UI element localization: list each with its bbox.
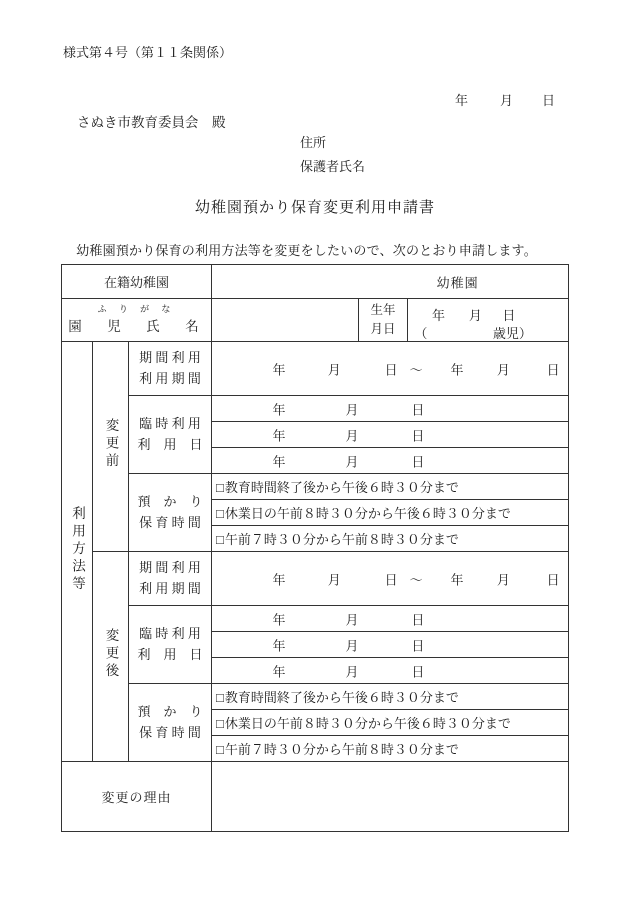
after-temp-date-row[interactable] [212,658,569,684]
checkbox-icon[interactable]: □ [216,532,224,547]
child-name-input-area[interactable] [212,299,359,342]
form-number: 様式第４号（第１１条関係） [63,45,233,60]
before-care-option-row [212,500,569,526]
form-table [61,264,569,832]
day-label: 日 [411,638,425,653]
day-label: 日 [384,572,398,587]
care-option-label: 午前７時３０分から午前８時３０分まで [224,532,459,547]
page-title: 幼稚園預かり保育変更利用申請書 [194,200,435,216]
recipient-line: さぬき市教育委員会 殿 [77,115,226,130]
day-label: 日 [411,402,425,417]
month-label: 月 [345,428,359,443]
address-label: 住所 [300,135,327,150]
day-label: 日 [384,362,398,377]
temp-use-label-line1: 臨 時 利 用 [139,626,201,642]
before-change-label: 変更前 [103,418,119,471]
period-use-label-line1: 期 間 利 用 [139,350,201,366]
care-option-label: 休業日の午前８時３０分から午後６時３０分まで [224,506,511,521]
application-date-line [455,90,555,109]
after-care-option-row [212,710,569,736]
before-care-option-row [212,474,569,500]
enrolled-kindergarten-label: 在籍幼稚園 [104,275,170,290]
checkbox-icon[interactable]: □ [216,742,224,757]
kindergarten-name-input-area[interactable] [212,265,569,299]
year-label: 年 [272,402,286,417]
guardian-name-label: 保護者氏名 [300,159,366,174]
tilde-label: ～ [409,572,423,587]
day-label: 日 [411,428,425,443]
day-label: 日 [411,454,425,469]
open-paren-label: （ [414,326,428,341]
month-label: 月 [345,638,359,653]
care-option-label: 教育時間終了後から午後６時３０分まで [224,690,459,705]
care-time-label-line1: 預 か り [137,494,203,510]
kindergarten-suffix-label: 幼稚園 [436,275,479,290]
change-reason-header [62,762,212,832]
care-option-label: 教育時間終了後から午後６時３０分まで [224,480,459,495]
change-reason-input-area[interactable] [212,762,569,832]
month-label: 月 [345,612,359,627]
care-time-label-line2: 保 育 時 間 [139,514,201,530]
care-time-header [129,474,212,552]
usage-method-label: 利用方法等 [70,505,85,594]
care-option-label: 休業日の午前８時３０分から午後６時３０分まで [224,716,511,731]
checkbox-icon[interactable]: □ [216,690,224,705]
after-temp-date-row[interactable] [212,632,569,658]
day-label: 日 [546,572,560,587]
before-temp-date-row[interactable] [212,448,569,474]
year-label: 年 [272,454,286,469]
care-time-header [129,684,212,762]
temp-use-label-line2: 利 用 日 [137,646,203,662]
year-label: 年 [450,362,464,377]
period-use-header [129,552,212,606]
checkbox-icon[interactable]: □ [216,480,224,495]
before-temp-date-row[interactable] [212,396,569,422]
day-label: 日 [546,362,560,377]
enrolled-kindergarten-header [62,265,212,299]
year-label: 年 [432,308,446,323]
day-label: 日 [411,664,425,679]
period-use-header [129,342,212,396]
day-label: 日 [542,93,556,108]
temp-use-label-line1: 臨 時 利 用 [139,416,201,432]
after-period-date-range[interactable] [212,552,569,606]
after-care-option-row [212,684,569,710]
temp-use-header [129,396,212,474]
month-label: 月 [496,362,510,377]
furigana-label: ふ り が な [97,303,176,314]
tilde-label: ～ [409,362,423,377]
month-label: 月 [327,572,341,587]
care-time-label-line2: 保 育 時 間 [139,724,201,740]
care-time-label-line1: 預 か り [137,704,203,720]
month-label: 月 [327,362,341,377]
year-label: 年 [272,572,286,587]
change-reason-label: 変更の理由 [101,790,172,805]
temp-use-header [129,606,212,684]
birthdate-header [359,299,408,342]
child-name-label: 園 児 氏 名 [68,318,205,334]
before-change-header [93,342,129,552]
age-label: 歳児） [492,326,532,341]
period-use-label-line1: 期 間 利 用 [139,560,201,576]
month-label: 月 [496,572,510,587]
before-temp-date-row[interactable] [212,422,569,448]
year-label: 年 [450,572,464,587]
birthdate-label-line2: 月日 [370,322,396,336]
month-label: 月 [468,308,482,323]
year-label: 年 [272,664,286,679]
month-label: 月 [345,454,359,469]
after-change-header [93,552,129,762]
care-option-label: 午前７時３０分から午前８時３０分まで [224,742,459,757]
birthdate-input-area[interactable] [408,299,569,342]
checkbox-icon[interactable]: □ [216,716,224,731]
day-label: 日 [411,612,425,627]
day-label: 日 [502,308,516,323]
before-care-option-row [212,526,569,552]
after-change-label: 変更後 [103,628,119,681]
period-use-label-line2: 利 用 期 間 [139,580,201,596]
year-label: 年 [455,93,469,108]
child-name-header [62,299,212,342]
temp-use-label-line2: 利 用 日 [137,436,203,452]
year-label: 年 [272,638,286,653]
month-label: 月 [500,93,514,108]
year-label: 年 [272,428,286,443]
year-label: 年 [272,612,286,627]
usage-method-header [62,342,93,762]
before-period-date-range[interactable] [212,342,569,396]
after-temp-date-row[interactable] [212,606,569,632]
month-label: 月 [345,664,359,679]
after-care-option-row [212,736,569,762]
checkbox-icon[interactable]: □ [216,506,224,521]
year-label: 年 [272,362,286,377]
birthdate-label-line1: 生年 [370,303,396,318]
intro-sentence: 幼稚園預かり保育の利用方法等を変更をしたいので、次のとおり申請します。 [63,243,537,258]
month-label: 月 [345,402,359,417]
period-use-label-line2: 利 用 期 間 [139,370,201,386]
